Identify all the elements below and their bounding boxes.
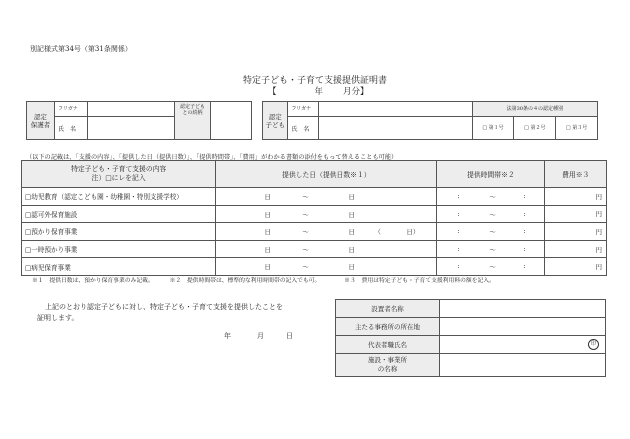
guardian-table [26, 101, 252, 140]
day-end: 日 [348, 245, 355, 254]
hours-cell[interactable] [437, 205, 545, 223]
day-start: 日 [264, 245, 271, 254]
table-row [22, 205, 607, 223]
count-open: （ [374, 228, 381, 237]
relation-field[interactable] [210, 102, 251, 140]
form-number: 別記様式第34号（第31条関係） [30, 45, 132, 53]
count-close: 日） [406, 228, 420, 237]
colon: : [523, 209, 526, 218]
fee-cell[interactable]: 円 [545, 205, 607, 223]
fee-cell[interactable]: 円 [545, 240, 607, 258]
child-name-field[interactable] [318, 117, 472, 140]
tilde: 〜 [489, 193, 496, 201]
child-label: 認定 子ども [263, 102, 288, 140]
day-end: 日 [348, 228, 355, 237]
tilde: 〜 [302, 193, 309, 201]
facility-name-label: 施設・事業所 の名称 [336, 354, 440, 377]
hours-cell[interactable] [437, 258, 545, 276]
period-month: 月分】 [343, 87, 369, 97]
tilde: 〜 [302, 245, 309, 254]
statement-line-2: 証明します。 [37, 314, 79, 322]
header-days: 提供した日（提供日数※１） [216, 161, 437, 188]
child-name-label: 氏 名 [288, 117, 319, 140]
date-year: 年 [224, 332, 231, 340]
child-furigana-field[interactable] [318, 102, 472, 117]
representative-label: 代表者職氏名 [336, 336, 440, 354]
guardian-furigana-field[interactable] [88, 102, 175, 117]
hours-cell[interactable] [437, 240, 545, 258]
day-start: 日 [264, 228, 271, 237]
footnote-1: ※１ 提供日数は、預かり保育事業のみ記載。 [32, 278, 154, 284]
tilde: 〜 [489, 263, 496, 272]
day-start: 日 [264, 263, 271, 272]
support-type-checkbox[interactable]: □幼児教育（認定こども園・幼稚園・特別支援学校） [22, 188, 216, 206]
colon: : [523, 227, 526, 236]
days-cell[interactable] [216, 258, 437, 276]
days-cell[interactable] [216, 240, 437, 258]
colon: : [457, 244, 460, 253]
day-start: 日 [264, 210, 271, 219]
office-address-label: 主たる事務所の所在地 [336, 318, 440, 336]
days-cell[interactable] [216, 223, 437, 241]
hours-cell[interactable] [437, 223, 545, 241]
footnotes [32, 275, 495, 284]
fee-cell[interactable]: 円 [545, 188, 607, 206]
day-end: 日 [348, 210, 355, 219]
colon: : [457, 209, 460, 218]
footnote-3: ※３ 費用は特定子ども・子育て支援利用料の額を記入。 [344, 278, 495, 284]
tilde: 〜 [489, 228, 496, 237]
day-end: 日 [348, 263, 355, 272]
table-row [22, 223, 607, 241]
type-1-checkbox[interactable]: □ 第１号 [472, 117, 514, 140]
support-type-checkbox[interactable]: □一時預かり事業 [22, 240, 216, 258]
support-type-checkbox[interactable]: □病児保育事業 [22, 258, 216, 276]
footnote-2: ※２ 提供時間帯は、標準的な利用時間帯の記入でも可。 [169, 278, 321, 284]
guardian-label: 認定 保護者 [27, 102, 55, 140]
statement [37, 302, 283, 324]
tilde: 〜 [489, 210, 496, 219]
colon: : [457, 192, 460, 200]
period-open: 【 [268, 87, 277, 97]
facility-name-field[interactable] [440, 354, 606, 377]
hours-cell[interactable] [437, 188, 545, 206]
fee-cell[interactable]: 円 [545, 223, 607, 241]
header-fee: 費用※３ [545, 161, 607, 188]
page-title: 特定子ども・子育て支援提供証明書 [242, 76, 387, 86]
tilde: 〜 [302, 263, 309, 272]
date-day: 日 [286, 332, 293, 340]
support-type-checkbox[interactable]: □認可外保育施設 [22, 205, 216, 223]
office-address-field[interactable] [440, 318, 606, 336]
days-cell[interactable] [216, 188, 437, 206]
header-content: 特定子ども・子育て支援の内容 注）□にレを記入 [22, 161, 216, 188]
tilde: 〜 [489, 245, 496, 254]
days-cell[interactable] [216, 205, 437, 223]
colon: : [457, 262, 460, 271]
type-3-checkbox[interactable]: □ 第３号 [556, 117, 598, 140]
period-year: 年 [314, 87, 324, 97]
law-type-label: 法第30条の４の認定種別 [472, 102, 597, 117]
issue-date [224, 331, 293, 341]
guardian-name-label: 氏 名 [55, 117, 88, 140]
representative-field[interactable] [440, 336, 606, 354]
statement-line-1: 上記のとおり認定子どもに対し、特定子ども・子育て支援を提供したことを [45, 303, 283, 311]
table-row [22, 188, 607, 206]
colon: : [457, 227, 460, 236]
facility-table [335, 299, 606, 377]
support-table [21, 160, 607, 276]
guardian-furigana-label: フリガナ [55, 102, 88, 117]
day-end: 日 [348, 193, 355, 201]
table-row [22, 258, 607, 276]
header-hours: 提供時間帯※２ [437, 161, 545, 188]
founder-field[interactable] [440, 300, 606, 318]
table-row [22, 240, 607, 258]
note-line: （以下の記載は、「支援の内容」、「提供した日（提供日数）」、「提供時間帯」、「費用」がわかる書類の添付をもって替えることも可能） [26, 154, 398, 161]
period [268, 85, 369, 97]
support-type-checkbox[interactable]: □預かり保育事業 [22, 223, 216, 241]
type-2-checkbox[interactable]: □ 第２号 [514, 117, 556, 140]
child-table [262, 101, 598, 140]
child-furigana-label: フリガナ [288, 102, 319, 117]
colon: : [523, 192, 526, 200]
tilde: 〜 [302, 228, 309, 237]
date-month: 月 [257, 332, 264, 340]
colon: : [523, 244, 526, 253]
colon: : [523, 262, 526, 271]
relation-label: 認定子ども との続柄 [175, 102, 211, 140]
tilde: 〜 [302, 210, 309, 219]
founder-label: 設置者名称 [336, 300, 440, 318]
day-start: 日 [264, 193, 271, 201]
fee-cell[interactable]: 円 [545, 258, 607, 276]
seal-icon: 印 [588, 339, 599, 350]
guardian-name-field[interactable] [88, 117, 175, 140]
